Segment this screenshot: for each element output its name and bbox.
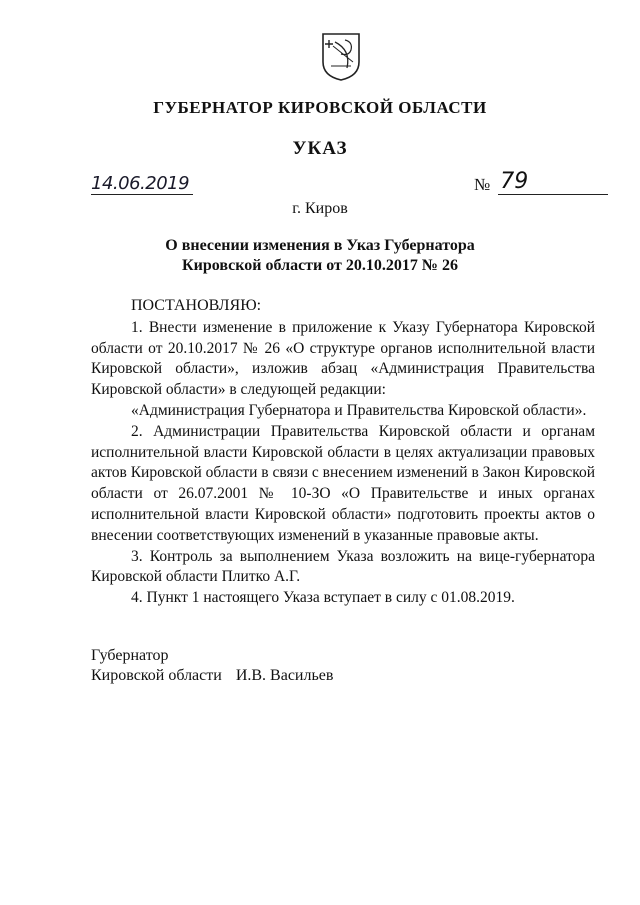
number-value: 79 (498, 170, 608, 195)
issuing-authority: ГУБЕРНАТОР КИРОВСКОЙ ОБЛАСТИ (153, 98, 487, 117)
number-sign: № (474, 175, 491, 194)
document-number (474, 170, 608, 195)
paragraph-4: 4. Пункт 1 настоящего Указа вступает в силу с 01.08.2019. (131, 589, 515, 607)
subject-line-2: Кировской области от 20.10.2017 № 26 (182, 257, 458, 274)
document-type: УКАЗ (292, 138, 348, 159)
city: г. Киров (292, 200, 348, 217)
document-subject (0, 236, 640, 276)
paragraph-2: 2. Администрации Правительства Кировской области и органам исполнительной власти Кировской области в целях актуализации правовых актов Кировской области в связи с внесением изменений в Закон Кировской области от 26.07.2001 № 10-ЗО «О Правительстве и иных органах исполнительной власти Кировской области» подготовить проекты актов о внесении соответствующих изменений в указанные правовые акты. (91, 422, 596, 544)
signatory-name: И.В. Васильев (235, 667, 334, 684)
signatory-title-line-2: Кировской области (91, 667, 222, 684)
coat-of-arms-icon (321, 32, 361, 82)
decree-word: ПОСТАНОВЛЯЮ: (131, 297, 262, 314)
subject-line-1: О внесении изменения в Указ Губернатора (165, 237, 475, 254)
document-date: 14.06.2019 (91, 174, 193, 195)
document-body (91, 296, 595, 609)
paragraph-1-quote: «Администрация Губернатора и Правительства Кировской области». (131, 401, 587, 419)
signatory-title-line-1: Губернатор (91, 647, 169, 664)
paragraph-3: 3. Контроль за выполнением Указа возложить на вице-губернатора Кировской области Плитко А.Г. (91, 547, 595, 586)
signature-block (91, 646, 333, 686)
paragraph-1: 1. Внести изменение в приложение к Указу Губернатора Кировской области от 20.10.2017 № 26 «О структуре органов исполнительной власти Кировской области», изложив абзац «Администрация Правительства Кировской области» в следующей редакции: (91, 318, 595, 399)
